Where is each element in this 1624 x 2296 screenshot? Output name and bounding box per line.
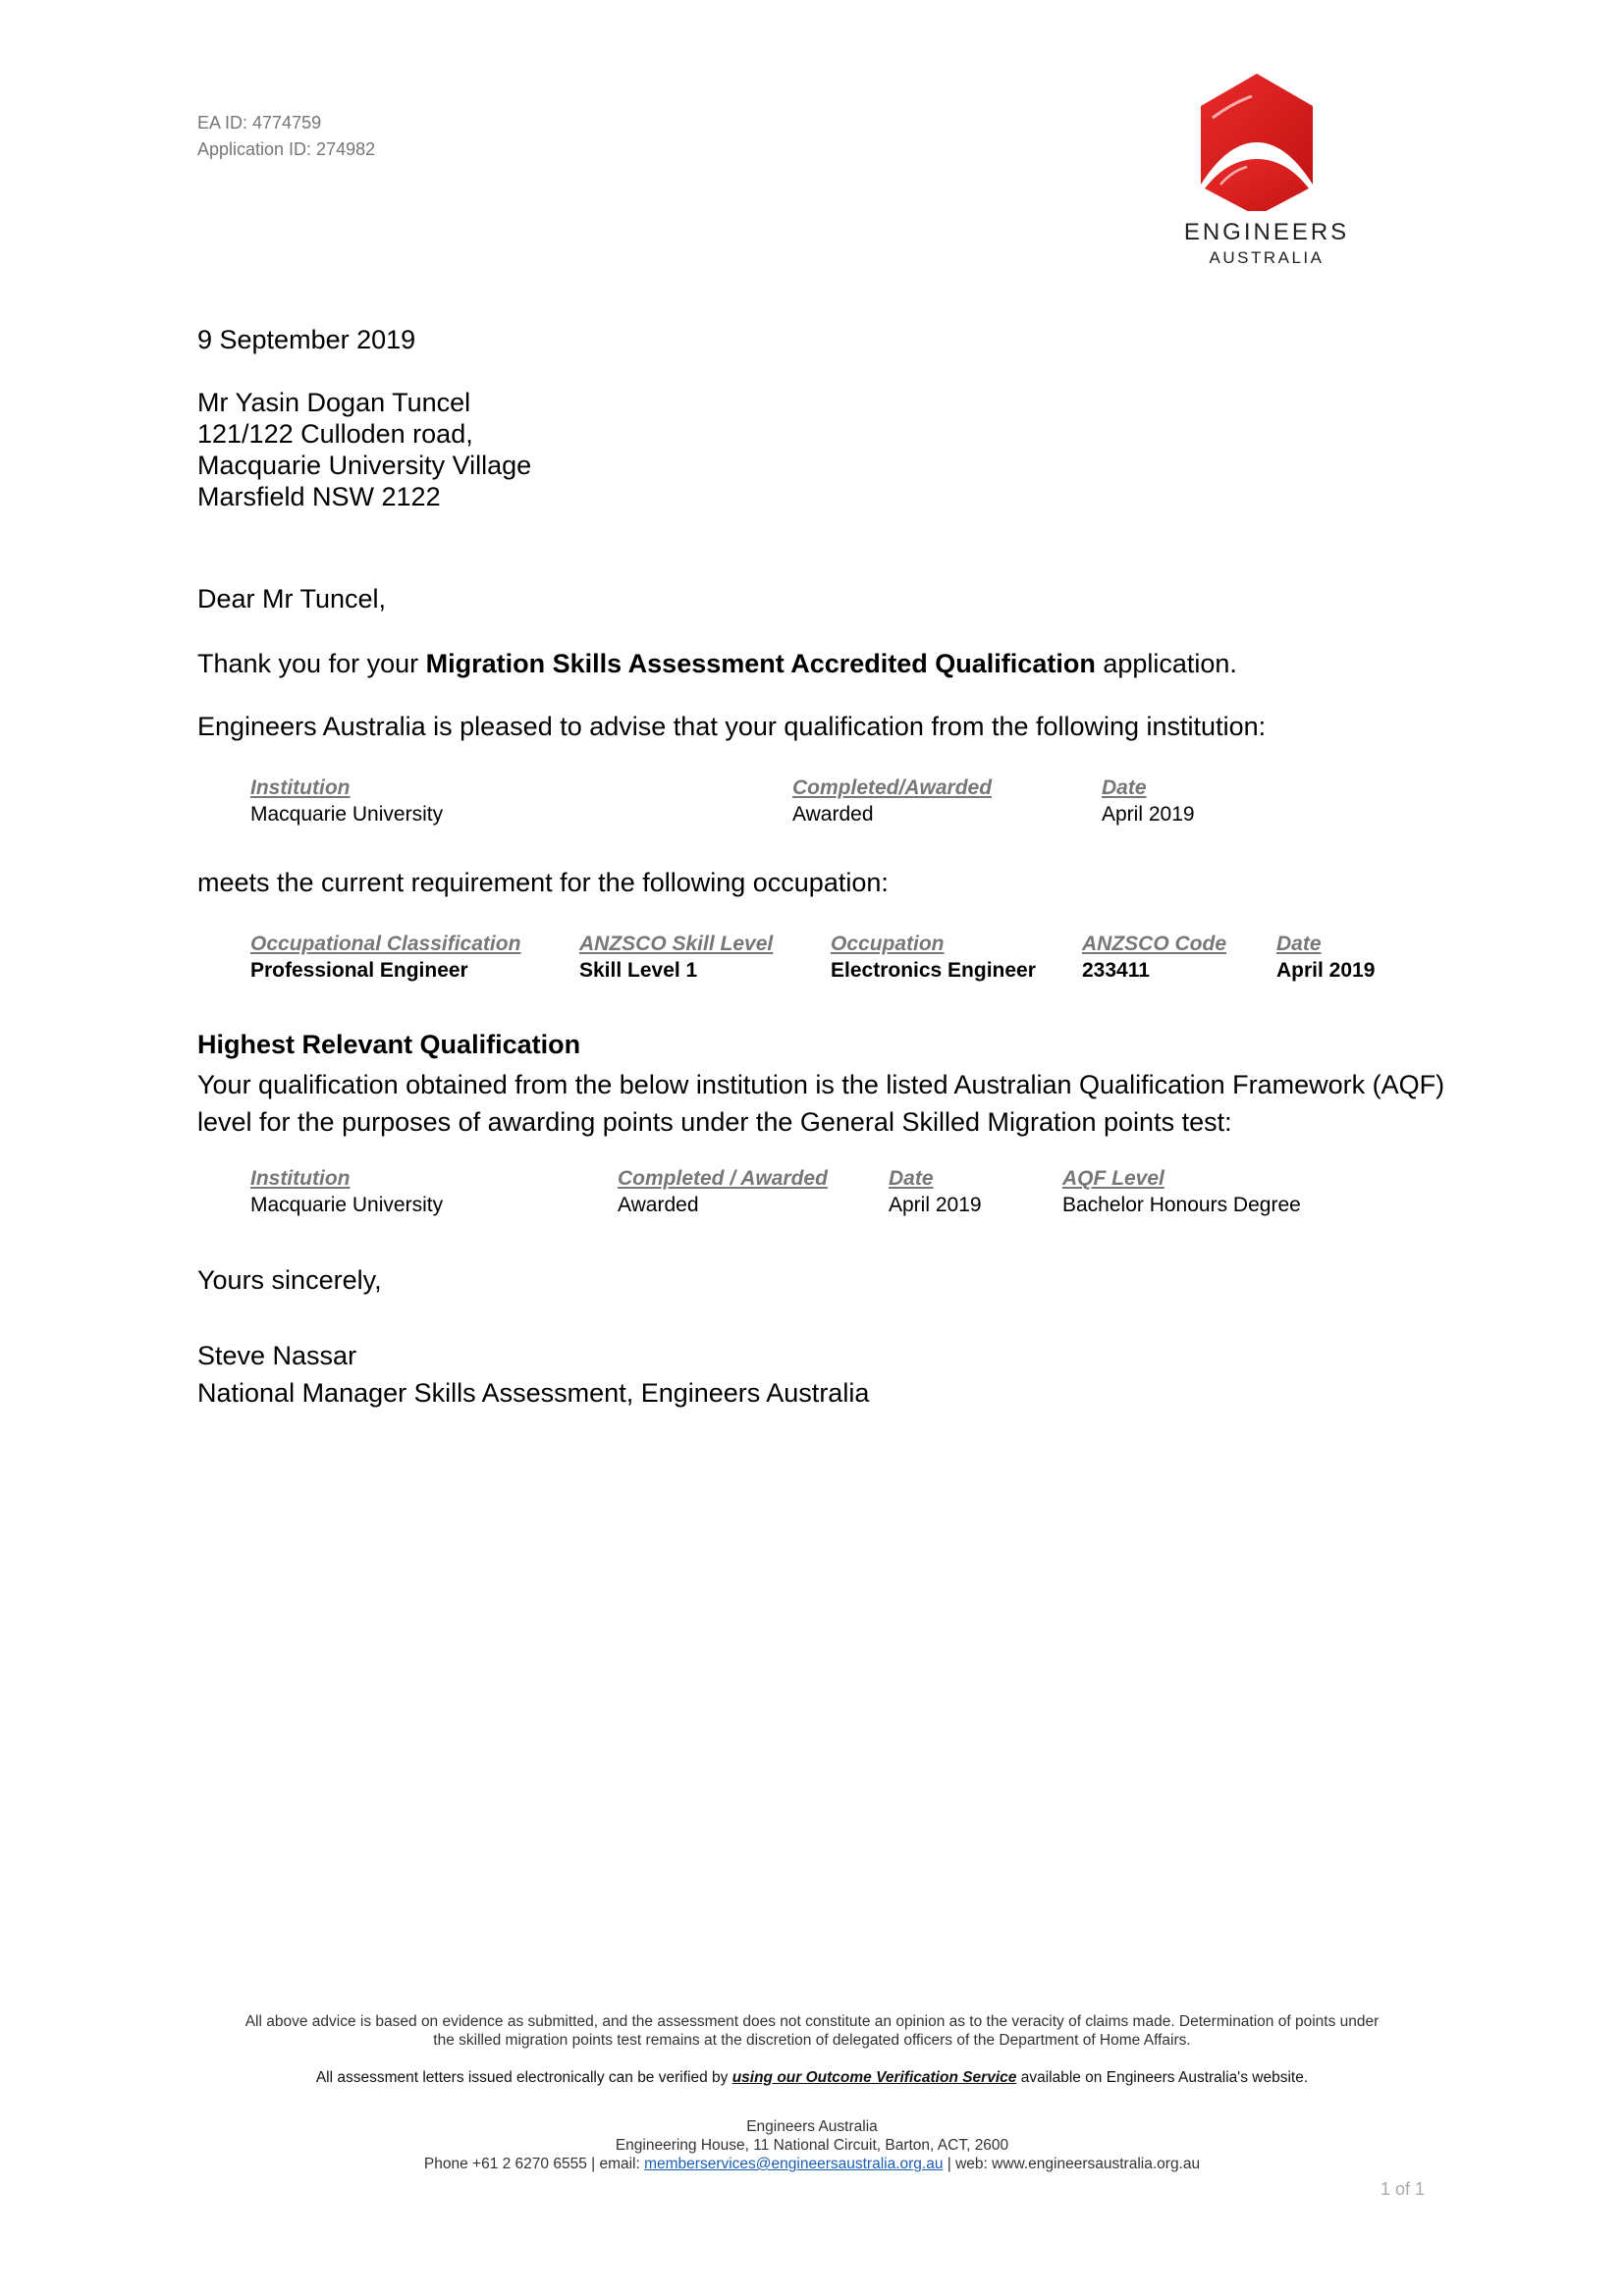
column-header: Date [1276,933,1322,955]
aqf-table [250,1165,1429,1224]
signer-name: Steve Nassar [197,1341,357,1370]
hexagon-logo-icon [1193,69,1321,211]
column-header: ANZSCO Code [1082,933,1226,955]
table-cell: Professional Engineer [250,959,468,982]
table-cell: Awarded [618,1194,699,1216]
address-line: Marsfield NSW 2122 [197,482,441,511]
table-cell: 233411 [1082,959,1150,982]
verify-suffix: available on Engineers Australia's website. [1016,2069,1309,2086]
column-header: Completed / Awarded [618,1167,828,1190]
engineers-australia-logo [1168,69,1365,268]
address-line: Macquarie University Village [197,451,532,480]
address-line: 121/122 Culloden road, [197,419,473,449]
verify-prefix: All assessment letters issued electronically can be verified by [315,2069,732,2086]
occupation-table [250,931,1429,989]
table-cell: April 2019 [889,1194,982,1216]
application-id: Application ID: 274982 [197,139,376,159]
column-header: Date [1102,776,1147,799]
recipient-name: Mr Yasin Dogan Tuncel [197,388,471,417]
hrq-paragraph: Your qualification obtained from the below institution is the listed Australian Qualification Framework (AQF) level for the purposes of awarding points under the General Skilled Migration points test: [197,1070,1445,1137]
application-type: Migration Skills Assessment Accredited Qualification [425,649,1096,678]
signature-block [197,1337,869,1412]
column-header: Completed/Awarded [792,776,993,799]
column-header: Institution [250,1167,351,1190]
signer-title: National Manager Skills Assessment, Engineers Australia [197,1378,870,1408]
page-number: 1 of 1 [1380,2179,1426,2199]
table-cell: Macquarie University [250,803,444,826]
greeting: Dear Mr Tuncel, [197,584,387,614]
meets-paragraph: meets the current requirement for the following occupation: [197,868,889,897]
intro-prefix: Thank you for your [197,649,426,678]
recipient-address [197,387,531,512]
reference-ids [197,110,375,163]
outcome-verification-link[interactable]: using our Outcome Verification Service [731,2069,1017,2086]
disclaimer-line: All above advice is based on evidence as submitted, and the assessment does not constitute an opinion as to the veracity of claims made. Determination of points under [244,2013,1380,2030]
footer-verify [0,2068,1624,2087]
logo-text-australia: AUSTRALIA [1209,248,1325,267]
closing: Yours sincerely, [197,1265,382,1295]
section-heading: Highest Relevant Qualification [197,1030,581,1059]
disclaimer-line: the skilled migration points test remains at the discretion of delegated officers of the Department of Home Affairs. [433,2032,1191,2049]
table-cell: Bachelor Honours Degree [1062,1194,1301,1216]
advise-paragraph: Engineers Australia is pleased to advise that your qualification from the following institution: [197,712,1267,741]
column-header: ANZSCO Skill Level [579,933,774,955]
phone-text: Phone +61 2 6270 6555 | email: [423,2156,645,2172]
footer-disclaimer [0,2012,1624,2050]
column-header: Occupation [831,933,945,955]
footer-contact [0,2117,1624,2173]
footer-org: Engineers Australia [746,2118,878,2135]
footer-address: Engineering House, 11 National Circuit, Barton, ACT, 2600 [615,2137,1009,2154]
table-cell: Awarded [792,803,874,826]
table-cell: April 2019 [1276,959,1376,982]
table-cell: Skill Level 1 [579,959,698,982]
table-cell: Macquarie University [250,1194,444,1216]
column-header: Date [889,1167,934,1190]
web-text: | web: www.engineersaustralia.org.au [943,2156,1201,2172]
column-header: AQF Level [1062,1167,1164,1190]
table-cell: April 2019 [1102,803,1195,826]
logo-text-engineers: ENGINEERS [1183,219,1350,245]
footer-contact-line [0,2155,1624,2173]
column-header: Institution [250,776,351,799]
intro-suffix: application. [1095,649,1237,678]
institution-table [250,774,1330,833]
intro-paragraph [197,648,1237,679]
ea-id: EA ID: 4774759 [197,113,322,133]
email-link[interactable]: memberservices@engineersaustralia.org.au [644,2156,944,2172]
table-cell: Electronics Engineer [831,959,1036,982]
letter-date: 9 September 2019 [197,325,416,354]
column-header: Occupational Classification [250,933,521,955]
